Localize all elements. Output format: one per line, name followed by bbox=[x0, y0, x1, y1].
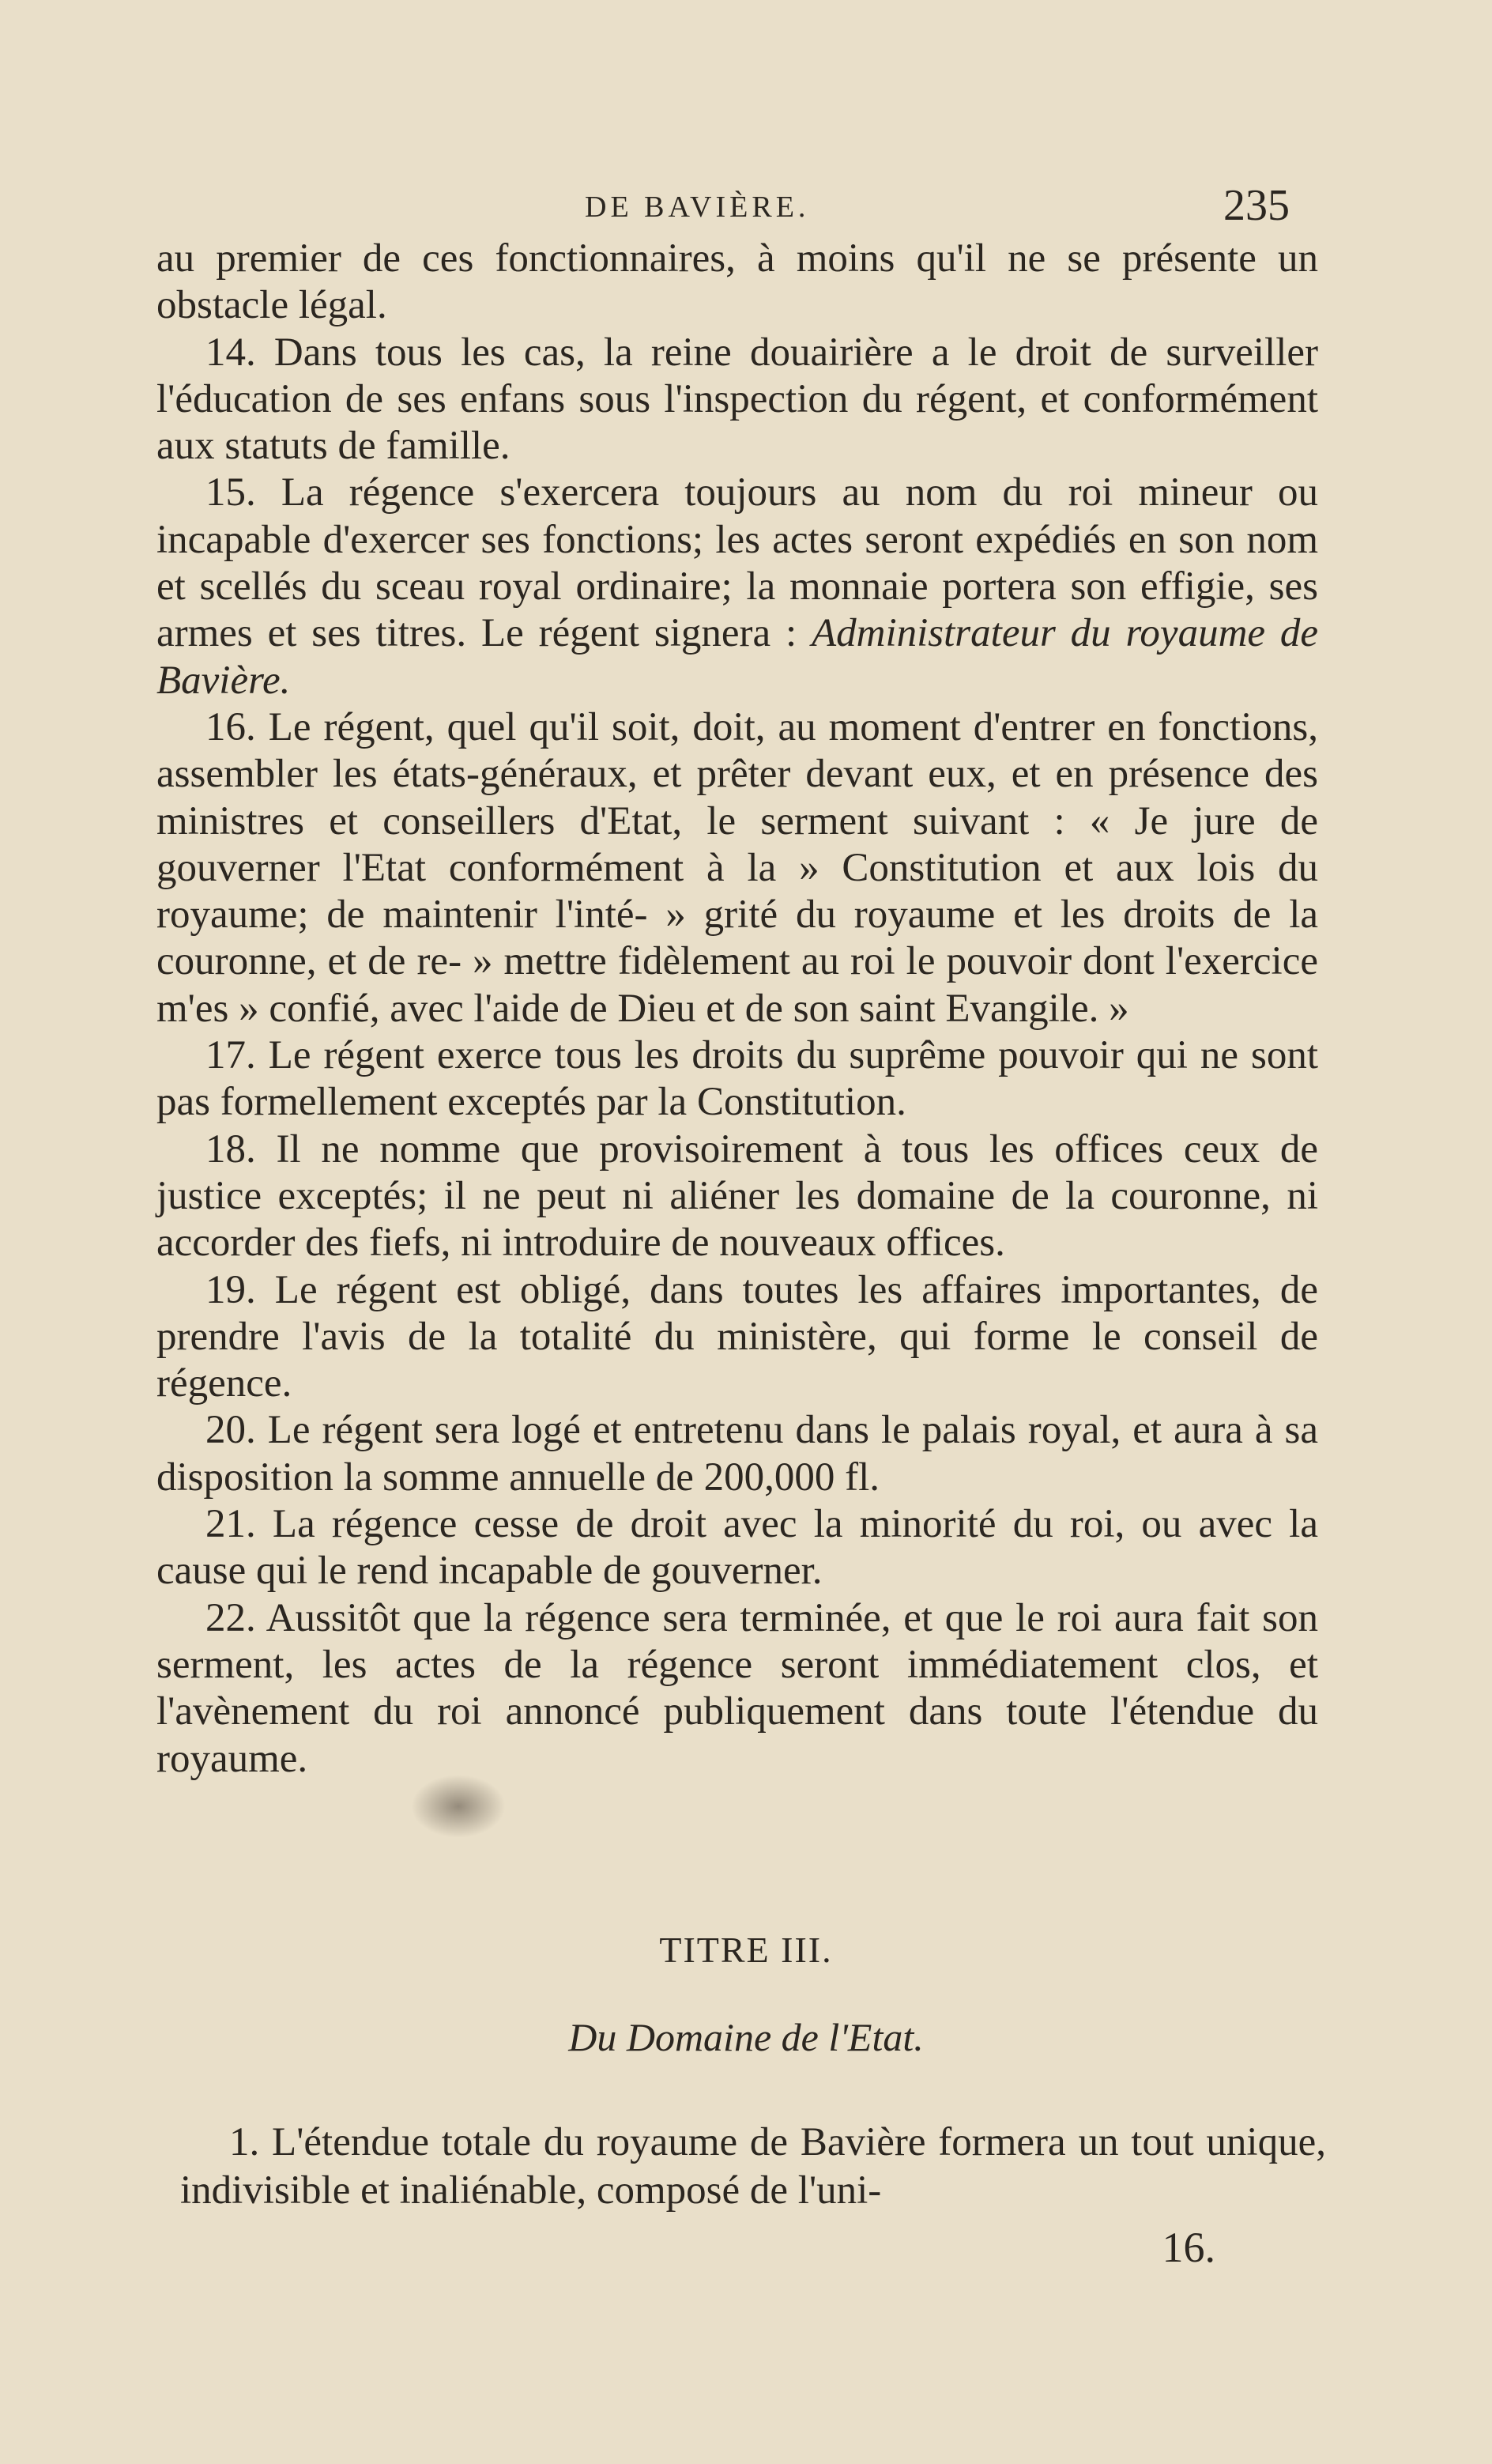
section-subtitle: Du Domaine de l'Etat. bbox=[568, 2015, 924, 2059]
main-text bbox=[156, 236, 1318, 1783]
regent-signature-formula: Administrateur du royaume de Bavière. bbox=[156, 611, 1318, 703]
paragraph-16: 16. Le régent, quel qu'il soit, doit, au moment d'entrer en fonctions, assembler les états-généraux, et prêter devant eux, et en présence des ministres et conseillers d'Etat, le serment suivant : « Je jure de gouverner l'Etat conformément à la » Constitution et aux lois du royaume; de maintenir l'inté- » grité du royaume et les droits de la couronne, et de re- » mettre fidèlement au roi le pouvoir dont l'exercice m'es » confié, avec l'aide de Dieu et de son saint Evangile. » bbox=[156, 704, 1318, 1031]
paragraph-19: 19. Le régent est obligé, dans toutes les affaires importantes, de prendre l'avis de la totalité du ministère, qui forme le conseil de régence. bbox=[156, 1267, 1318, 1406]
paragraph-21: 21. La régence cesse de droit avec la minorité du roi, ou avec la cause qui le rend incapable de gouverner. bbox=[156, 1502, 1318, 1594]
paragraph-14: 14. Dans tous les cas, la reine douairière a le droit de surveiller l'éducation de ses enfans sous l'inspection du régent, et conformément aux statuts de famille. bbox=[156, 330, 1318, 469]
paragraph-17: 17. Le régent exerce tous les droits du suprême pouvoir qui ne sont pas formellement exceptés par la Constitution. bbox=[156, 1033, 1318, 1125]
paragraph-22: 22. Aussitôt que la régence sera terminée, et que le roi aura fait son serment, les actes de la régence seront immédiatement clos, et l'avènement du roi annoncé publiquement dans toute l'étendue du royaume. bbox=[156, 1595, 1318, 1781]
section-title: TITRE III. bbox=[659, 1930, 833, 1970]
section-text bbox=[180, 2119, 1326, 2215]
page-header bbox=[158, 180, 1312, 236]
signature-mark: 16. bbox=[1162, 2224, 1215, 2271]
paragraph-continued: au premier de ces fonctionnaires, à moins qu'il ne se présente un obstacle légal. bbox=[156, 236, 1318, 328]
paragraph-15 bbox=[156, 470, 1318, 704]
ink-stain bbox=[411, 1775, 506, 1838]
paragraph-18: 18. Il ne nomme que provisoirement à tous les offices ceux de justice exceptés; il ne peut ni aliéner les domaine de la couronne, ni accorder des fiefs, ni introduire de nouveaux offices. bbox=[156, 1126, 1318, 1266]
section-paragraph-1: 1. L'étendue totale du royaume de Bavière formera un tout unique, indivisible et inaliénable, composé de l'uni- bbox=[180, 2120, 1326, 2213]
paragraph-15-text: 15. La régence s'exercera toujours au nom du roi mineur ou incapable d'exercer ses fonctions; les actes seront expédiés en son nom et scellés du sceau royal ordinaire; la monnaie portera son effigie, ses armes et ses titres. Le régent signera : bbox=[156, 470, 1318, 656]
page-number: 235 bbox=[1223, 181, 1290, 230]
running-title: DE BAVIÈRE. bbox=[585, 191, 810, 224]
paragraph-20: 20. Le régent sera logé et entretenu dans le palais royal, et aura à sa disposition la somme annuelle de 200,000 fl. bbox=[156, 1408, 1318, 1500]
